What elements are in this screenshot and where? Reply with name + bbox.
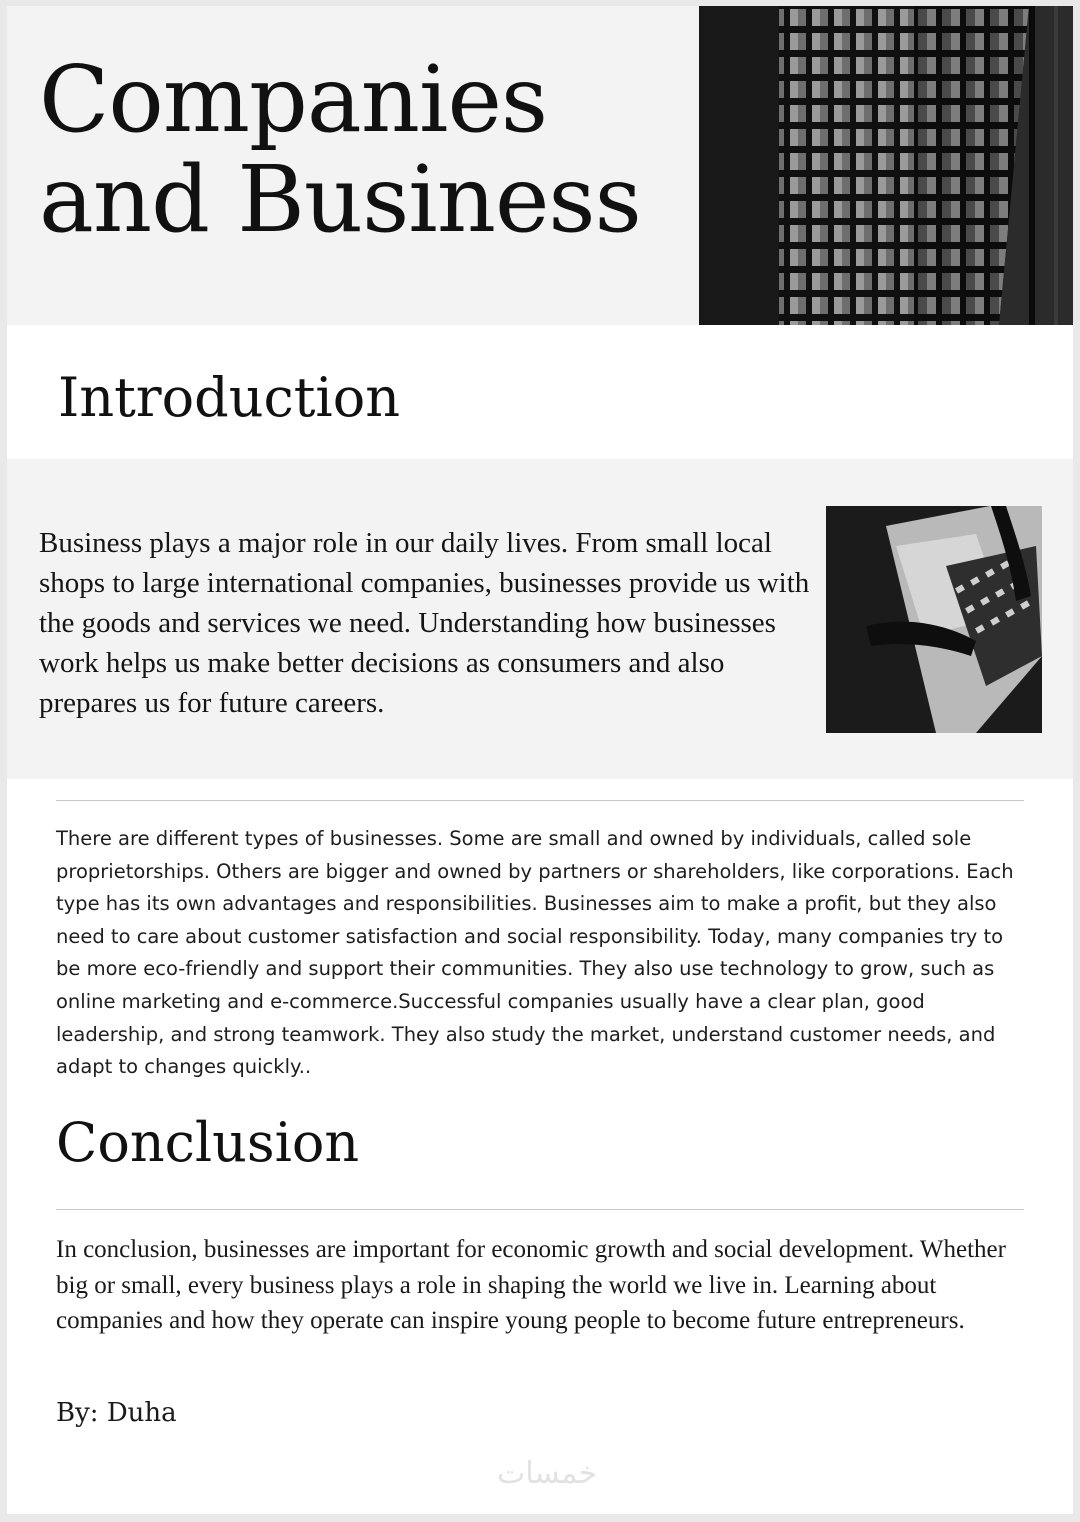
building-image: [699, 6, 1073, 325]
page-title: [39, 46, 641, 253]
watermark-logo: خمسات: [496, 1456, 598, 1491]
hero-section: [7, 6, 1073, 325]
introduction-heading: Introduction: [58, 366, 400, 429]
title-line-2: and Business: [39, 146, 641, 253]
document-page: [7, 6, 1073, 1514]
laptop-image: [826, 506, 1042, 733]
building-illustration: [699, 6, 1073, 325]
author-byline: By: Duha: [56, 1398, 177, 1428]
conclusion-heading: Conclusion: [56, 1111, 360, 1174]
title-line-1: Companies: [39, 46, 548, 153]
conclusion-text: In conclusion, businesses are important for economic growth and social development. Whether big or small, every business plays a role in shaping the world we live in. Learning about companies and how they operate can inspire young people to become future entrepreneurs.: [56, 1236, 1006, 1334]
introduction-section: [7, 459, 1073, 779]
introduction-text: Business plays a major role in our daily lives. From small local shops to large international companies, businesses provide us with the goods and services we need. Understanding how businesses work helps us make better decisions as consumers and also prepares us for future careers.: [39, 527, 810, 719]
body-paragraph: There are different types of businesses. Some are small and owned by individuals, called sole proprietorships. Others are bigger and owned by partners or shareholders, like corporations. Each type has its own advantages and responsibilities. Businesses aim to make a profit, but they also need to care about customer satisfaction and social responsibility. Today, many companies try to be more eco-friendly and support their communities. They also use technology to grow, such as online marketing and e-commerce.Successful companies usually have a clear plan, good leadership, and strong teamwork. They also study the market, understand customer needs, and adapt to changes quickly..: [56, 827, 1014, 1079]
laptop-illustration: [826, 506, 1042, 733]
section-divider-conclusion: [56, 1209, 1024, 1210]
section-divider-top: [56, 800, 1024, 801]
